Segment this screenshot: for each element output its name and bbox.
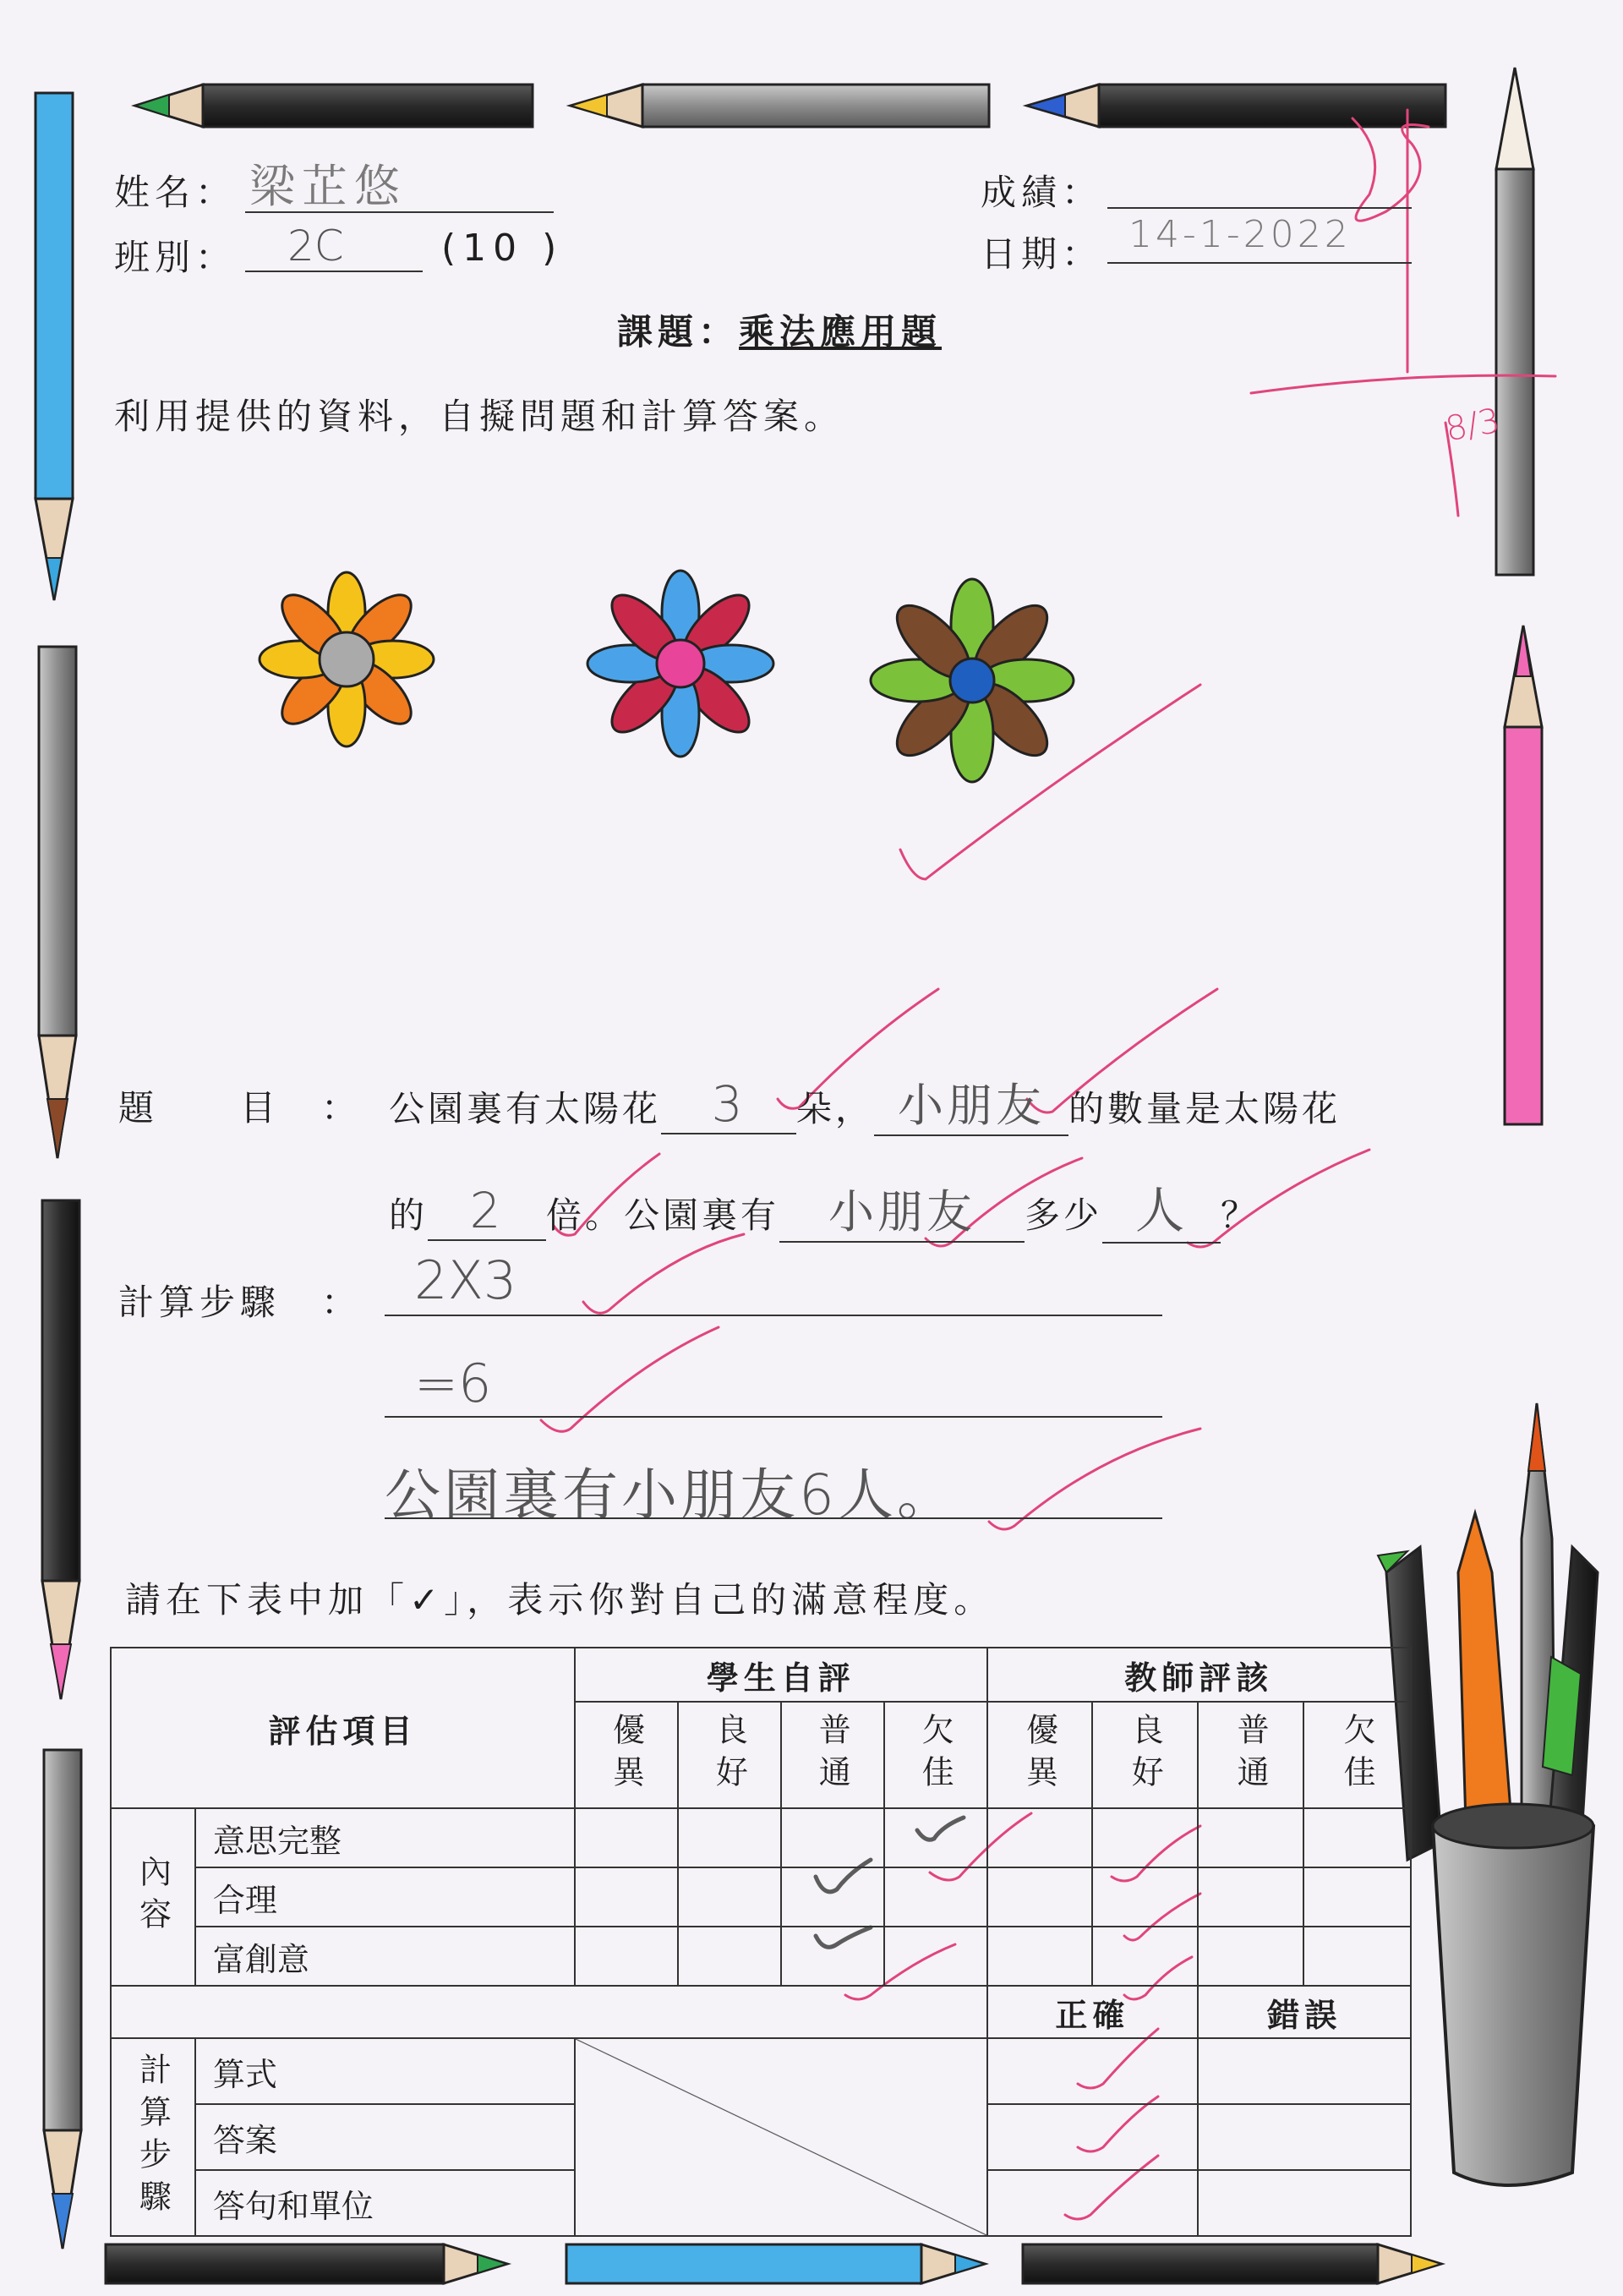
question-line-2: 的 2 倍。公園裏有 小朋友 多少 人 ？ — [389, 1171, 1260, 1244]
pencil-icon — [1496, 68, 1533, 575]
calc-row-label: 答句和單位 — [195, 2170, 575, 2236]
rating-col: 良好 — [1092, 1702, 1198, 1808]
table-instruction: 請在下表中加「✓」，表示你對自己的滿意程度。 — [125, 1579, 995, 1621]
table-cell[interactable] — [884, 1867, 987, 1927]
spacer-cell — [111, 1986, 987, 2038]
table-cell[interactable] — [987, 2170, 1199, 2236]
table-cell[interactable] — [1198, 2104, 1411, 2170]
instruction: 利用提供的資料，自擬問題和計算答案。 — [114, 396, 845, 437]
item-header: 評估項目 — [111, 1648, 575, 1808]
diagonal-cell — [575, 2038, 986, 2236]
rating-col: 普通 — [1198, 1702, 1303, 1808]
table-cell[interactable] — [1303, 1808, 1411, 1867]
table-cell[interactable] — [987, 2104, 1199, 2170]
pencil-icon — [1027, 85, 1445, 127]
rating-col: 良好 — [678, 1702, 781, 1808]
calc-group-label: 計算步驟 — [111, 2038, 195, 2236]
table-cell[interactable] — [575, 1867, 678, 1927]
question-line-1: 公園裏有太陽花 3 朵， 小朋友 的數量是太陽花 — [389, 1069, 1341, 1136]
table-cell[interactable] — [781, 1927, 884, 1986]
pencil-icon — [571, 85, 989, 127]
pencil-icon — [1505, 626, 1542, 1124]
pencil-icon — [44, 1750, 81, 2249]
table-cell[interactable] — [987, 1867, 1093, 1927]
topic-prefix: 課題： — [617, 311, 740, 353]
rating-col: 欠佳 — [1303, 1702, 1411, 1808]
table-cell[interactable] — [884, 1927, 987, 1986]
pencil-icon — [42, 1200, 79, 1699]
pencil-icon — [135, 85, 533, 127]
fill-number: 3 — [661, 1075, 796, 1134]
table-cell[interactable] — [1198, 2038, 1411, 2104]
table-cell[interactable] — [575, 1927, 678, 1986]
table-cell[interactable] — [678, 1927, 781, 1986]
date-label: 日期： — [981, 233, 1103, 275]
calc-row-label: 答案 — [195, 2104, 575, 2170]
step-line-3: 公園裏有小朋友6人。 — [385, 1462, 956, 1528]
class-value: 2C — [287, 221, 344, 271]
evaluation-table — [110, 1647, 1412, 2237]
table-cell[interactable] — [1303, 1867, 1411, 1927]
pencil-icon — [566, 2244, 985, 2283]
class-line — [245, 271, 423, 272]
table-cell[interactable] — [987, 2038, 1199, 2104]
table-cell[interactable] — [678, 1867, 781, 1927]
pencil-icon — [106, 2244, 507, 2283]
question-label: 題 目 ： — [118, 1087, 363, 1129]
pencil-icon — [39, 647, 76, 1158]
fill-subject-2: 小朋友 — [779, 1176, 1025, 1243]
table-cell[interactable] — [781, 1867, 884, 1927]
teacher-header: 教師評該 — [987, 1648, 1411, 1702]
date-line — [1107, 262, 1412, 264]
score-line — [1107, 207, 1412, 209]
flower-icon — [871, 579, 1074, 782]
fill-unit: 人 — [1102, 1171, 1221, 1244]
fill-subject: 小朋友 — [874, 1069, 1068, 1136]
flower-icon — [260, 572, 434, 746]
score-mark: 8/3 — [1442, 401, 1503, 450]
content-row-label: 意思完整 — [195, 1808, 575, 1867]
topic-title — [617, 304, 942, 355]
student-header: 學生自評 — [575, 1648, 986, 1702]
table-cell[interactable] — [575, 1808, 678, 1867]
step-line-1: 2X3 — [414, 1249, 517, 1311]
table-cell[interactable] — [781, 1808, 884, 1867]
flower-icon — [587, 571, 773, 757]
step-underline-2 — [385, 1416, 1162, 1418]
score-label: 成績： — [981, 172, 1103, 213]
rating-col: 優異 — [575, 1702, 678, 1808]
step-underline-3 — [385, 1517, 1162, 1519]
table-cell[interactable] — [1092, 1808, 1198, 1867]
table-cell[interactable] — [884, 1808, 987, 1867]
correct-header: 正確 — [987, 1986, 1199, 2038]
step-line-2: =6 — [414, 1353, 492, 1414]
step-underline-1 — [385, 1315, 1162, 1316]
table-cell[interactable] — [1198, 1808, 1303, 1867]
table-cell[interactable] — [1198, 1867, 1303, 1927]
rating-col: 優異 — [987, 1702, 1093, 1808]
calc-row-label: 算式 — [195, 2038, 575, 2104]
pencil-icon — [1023, 2244, 1441, 2283]
name-line — [245, 211, 554, 213]
content-row-label: 富創意 — [195, 1927, 575, 1986]
table-cell[interactable] — [1092, 1867, 1198, 1927]
pencil-icon — [36, 93, 73, 600]
class-label: 班別： — [114, 237, 237, 278]
table-cell[interactable] — [678, 1808, 781, 1867]
fill-times: 2 — [428, 1182, 546, 1241]
wrong-header: 錯誤 — [1198, 1986, 1411, 2038]
topic-name: 乘法應用題 — [739, 311, 943, 353]
table-cell[interactable] — [1303, 1927, 1411, 1986]
table-cell[interactable] — [1198, 2170, 1411, 2236]
class-number: (10 ) — [441, 227, 564, 270]
date-value: 14-1-2022 — [1128, 213, 1352, 256]
content-group-label: 內容 — [111, 1808, 195, 1986]
name-label: 姓名： — [114, 172, 237, 213]
name-value: 梁芷悠 — [249, 160, 407, 213]
table-cell[interactable] — [987, 1927, 1093, 1986]
table-cell[interactable] — [987, 1808, 1093, 1867]
content-row-label: 合理 — [195, 1867, 575, 1927]
rating-col: 普通 — [781, 1702, 884, 1808]
steps-label: 計算步驟 ： — [118, 1282, 363, 1323]
rating-col: 欠佳 — [884, 1702, 987, 1808]
table-cell[interactable] — [1198, 1927, 1303, 1986]
table-cell[interactable] — [1092, 1927, 1198, 1986]
